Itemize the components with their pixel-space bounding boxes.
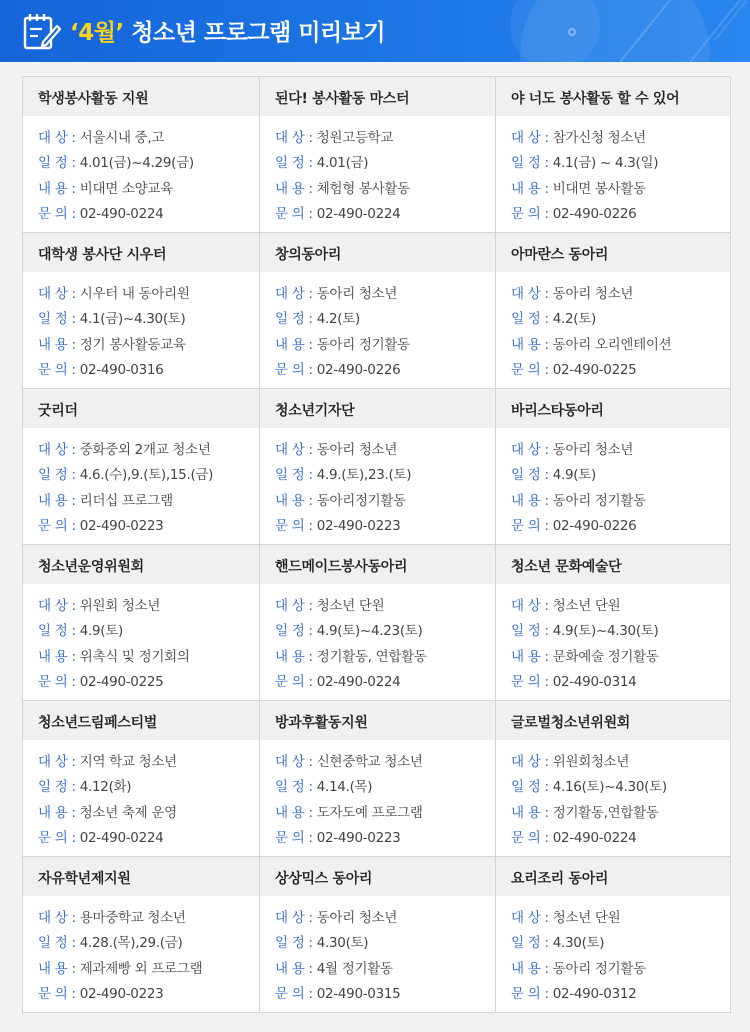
program-contact	[275, 202, 495, 227]
contact-label: 문 의 :	[511, 517, 549, 534]
date-value: 4.9(토)	[79, 623, 123, 640]
program-details	[260, 896, 495, 1007]
program-card	[496, 857, 731, 1013]
program-target	[38, 282, 259, 307]
program-details	[260, 584, 495, 695]
content-label: 내 용 :	[38, 960, 76, 977]
program-contact	[275, 358, 495, 383]
content-label: 내 용 :	[38, 492, 76, 509]
program-details	[260, 428, 495, 539]
program-details	[260, 740, 495, 851]
date-value: 4.9(토)~4.30(토)	[552, 623, 659, 640]
date-value: 4.16(토)~4.30(토)	[552, 779, 667, 796]
contact-label: 문 의 :	[511, 829, 549, 846]
program-target	[38, 438, 259, 463]
content-value: 비대면 봉사활동	[552, 180, 646, 197]
content-value: 동아리 정기활동	[552, 960, 646, 977]
target-value: 시우터 내 동아리원	[79, 286, 190, 302]
contact-label: 문 의 :	[38, 829, 76, 846]
date-label: 일 정 :	[511, 623, 549, 640]
contact-value: 02-490-0224	[316, 673, 401, 690]
date-value: 4.14.(목)	[316, 779, 373, 796]
date-value: 4.01(금)~4.29(금)	[79, 155, 194, 172]
program-target	[275, 594, 495, 619]
page-title-text: 청소년 프로그램 미리보기	[123, 20, 386, 46]
program-content	[275, 957, 495, 982]
date-value: 4.6.(수),9.(토),15.(금)	[79, 467, 214, 484]
program-date	[38, 307, 259, 332]
program-card	[260, 701, 496, 857]
program-content	[275, 489, 495, 514]
contact-value: 02-490-0223	[79, 517, 164, 534]
program-details	[496, 896, 730, 1007]
program-date	[275, 775, 495, 800]
date-label: 일 정 :	[275, 779, 313, 796]
contact-label: 문 의 :	[275, 205, 313, 222]
content-value: 정기 봉사활동교육	[79, 336, 186, 353]
contact-value: 02-490-0224	[79, 205, 164, 222]
program-target	[275, 126, 495, 151]
program-content	[511, 645, 730, 670]
program-contact	[38, 826, 259, 851]
contact-value: 02-490-0223	[79, 985, 164, 1002]
target-label: 대 상 :	[511, 598, 549, 614]
contact-label: 문 의 :	[511, 985, 549, 1002]
program-target	[38, 750, 259, 775]
content-label: 내 용 :	[511, 804, 549, 821]
program-card	[496, 77, 731, 233]
date-label: 일 정 :	[511, 155, 549, 172]
program-content	[275, 645, 495, 670]
program-contact	[275, 982, 495, 1007]
target-label: 대 상 :	[511, 754, 549, 770]
program-title: 청소년기자단	[260, 389, 495, 428]
program-card	[23, 857, 260, 1013]
program-card	[496, 389, 731, 545]
program-contact	[511, 826, 730, 851]
date-value: 4.9.(토),23.(토)	[316, 467, 412, 484]
program-content	[275, 801, 495, 826]
date-label: 일 정 :	[38, 311, 76, 328]
program-content	[38, 645, 259, 670]
date-value: 4.30(토)	[316, 935, 369, 952]
program-date	[511, 307, 730, 332]
target-value: 동아리 청소년	[316, 910, 398, 926]
program-details	[23, 740, 259, 851]
program-title: 상상믹스 동아리	[260, 857, 495, 896]
program-target	[511, 750, 730, 775]
program-card	[23, 77, 260, 233]
program-details	[260, 272, 495, 383]
target-label: 대 상 :	[38, 442, 76, 458]
program-grid	[22, 76, 730, 1013]
program-contact	[38, 670, 259, 695]
content-value: 동아리 정기활동	[316, 336, 410, 353]
contact-label: 문 의 :	[275, 361, 313, 378]
date-label: 일 정 :	[38, 935, 76, 952]
program-title: 굿리더	[23, 389, 259, 428]
target-value: 신현중학교 청소년	[316, 754, 423, 770]
program-card	[260, 233, 496, 389]
contact-value: 02-490-0312	[552, 985, 637, 1002]
program-date	[38, 463, 259, 488]
program-title: 요리조리 동아리	[496, 857, 730, 896]
contact-label: 문 의 :	[511, 361, 549, 378]
header-decoration-stripes	[490, 0, 750, 62]
target-value: 위원회 청소년	[79, 598, 161, 614]
program-date	[511, 931, 730, 956]
program-target	[38, 594, 259, 619]
contact-value: 02-490-0315	[316, 985, 401, 1002]
date-value: 4.01(금)	[316, 155, 369, 172]
program-content	[275, 333, 495, 358]
program-content	[38, 177, 259, 202]
program-card	[260, 77, 496, 233]
content-value: 동아리 오리엔테이션	[552, 336, 672, 353]
date-value: 4.9(토)~4.23(토)	[316, 623, 423, 640]
program-title: 방과후활동지원	[260, 701, 495, 740]
target-value: 서울시내 중,고	[79, 130, 165, 146]
program-target	[511, 126, 730, 151]
program-contact	[38, 982, 259, 1007]
target-value: 청소년 단원	[552, 910, 621, 926]
program-date	[38, 619, 259, 644]
target-label: 대 상 :	[38, 286, 76, 302]
target-label: 대 상 :	[511, 442, 549, 458]
contact-label: 문 의 :	[511, 205, 549, 222]
program-contact	[275, 514, 495, 539]
program-content	[511, 957, 730, 982]
program-target	[511, 906, 730, 931]
program-date	[38, 931, 259, 956]
target-label: 대 상 :	[275, 598, 313, 614]
program-title: 청소년운영위원회	[23, 545, 259, 584]
date-value: 4.2(토)	[552, 311, 596, 328]
content-value: 비대면 소양교육	[79, 180, 173, 197]
target-label: 대 상 :	[275, 910, 313, 926]
program-title: 학생봉사활동 지원	[23, 77, 259, 116]
content-label: 내 용 :	[511, 336, 549, 353]
contact-value: 02-490-0226	[316, 361, 401, 378]
program-card	[496, 701, 731, 857]
program-contact	[38, 202, 259, 227]
target-label: 대 상 :	[511, 286, 549, 302]
target-value: 청소년 단원	[316, 598, 385, 614]
contact-value: 02-490-0226	[552, 205, 637, 222]
program-title: 대학생 봉사단 시우터	[23, 233, 259, 272]
contact-value: 02-490-0224	[79, 829, 164, 846]
content-value: 리더십 프로그램	[79, 492, 173, 509]
content-label: 내 용 :	[511, 492, 549, 509]
program-card	[260, 545, 496, 701]
program-card	[496, 233, 731, 389]
target-value: 참가신청 청소년	[552, 130, 646, 146]
contact-label: 문 의 :	[275, 985, 313, 1002]
program-title: 글로벌청소년위원회	[496, 701, 730, 740]
contact-value: 02-490-0223	[316, 829, 401, 846]
program-target	[511, 438, 730, 463]
program-title: 된다! 봉사활동 마스터	[260, 77, 495, 116]
program-contact	[38, 358, 259, 383]
contact-label: 문 의 :	[275, 829, 313, 846]
program-details	[260, 116, 495, 227]
program-details	[496, 116, 730, 227]
content-label: 내 용 :	[275, 804, 313, 821]
target-label: 대 상 :	[275, 754, 313, 770]
target-value: 청원고등학교	[316, 130, 394, 146]
program-date	[511, 775, 730, 800]
target-label: 대 상 :	[38, 910, 76, 926]
target-value: 중화중외 2개교 청소년	[79, 442, 211, 458]
content-value: 동아리정기활동	[316, 492, 406, 509]
program-contact	[511, 670, 730, 695]
program-card	[23, 701, 260, 857]
program-details	[23, 116, 259, 227]
program-target	[275, 282, 495, 307]
program-date	[275, 151, 495, 176]
program-title: 청소년 문화예술단	[496, 545, 730, 584]
program-title: 야 너도 봉사활동 할 수 있어	[496, 77, 730, 116]
content-value: 위촉식 및 정기회의	[79, 648, 190, 665]
content-value: 4월 정기활동	[316, 960, 393, 977]
program-card	[260, 857, 496, 1013]
content-value: 체험형 봉사활동	[316, 180, 410, 197]
contact-label: 문 의 :	[511, 673, 549, 690]
date-value: 4.2(토)	[316, 311, 360, 328]
program-content	[38, 333, 259, 358]
target-label: 대 상 :	[38, 754, 76, 770]
target-value: 동아리 청소년	[316, 286, 398, 302]
program-content	[275, 177, 495, 202]
contact-label: 문 의 :	[38, 205, 76, 222]
content-label: 내 용 :	[511, 960, 549, 977]
target-value: 동아리 청소년	[552, 286, 634, 302]
date-label: 일 정 :	[275, 935, 313, 952]
program-target	[38, 906, 259, 931]
contact-label: 문 의 :	[38, 517, 76, 534]
contact-label: 문 의 :	[38, 361, 76, 378]
target-value: 용마중학교 청소년	[79, 910, 186, 926]
content-label: 내 용 :	[275, 180, 313, 197]
program-content	[511, 489, 730, 514]
contact-label: 문 의 :	[275, 517, 313, 534]
program-date	[275, 463, 495, 488]
page-title	[70, 14, 385, 47]
content-value: 정기활동,연합활동	[552, 804, 659, 821]
program-content	[38, 957, 259, 982]
program-date	[511, 151, 730, 176]
program-title: 창의동아리	[260, 233, 495, 272]
target-value: 동아리 청소년	[552, 442, 634, 458]
contact-value: 02-490-0225	[552, 361, 637, 378]
contact-label: 문 의 :	[38, 673, 76, 690]
content-value: 제과제빵 외 프로그램	[79, 960, 203, 977]
content-label: 내 용 :	[38, 804, 76, 821]
program-date	[275, 931, 495, 956]
date-label: 일 정 :	[511, 311, 549, 328]
content-label: 내 용 :	[275, 492, 313, 509]
program-target	[275, 438, 495, 463]
contact-value: 02-490-0226	[552, 517, 637, 534]
date-label: 일 정 :	[511, 935, 549, 952]
page-title-highlight: ‘4월’	[70, 20, 124, 46]
date-label: 일 정 :	[511, 779, 549, 796]
program-contact	[511, 202, 730, 227]
date-label: 일 정 :	[275, 623, 313, 640]
content-label: 내 용 :	[275, 648, 313, 665]
contact-value: 02-490-0314	[552, 673, 637, 690]
content-label: 내 용 :	[38, 648, 76, 665]
program-target	[511, 594, 730, 619]
program-contact	[275, 826, 495, 851]
content-value: 도자도예 프로그램	[316, 804, 423, 821]
program-date	[275, 307, 495, 332]
contact-label: 문 의 :	[275, 673, 313, 690]
program-date	[275, 619, 495, 644]
date-value: 4.1(금)~4.30(토)	[79, 311, 186, 328]
content-value: 정기활동, 연합활동	[316, 648, 427, 665]
program-details	[496, 428, 730, 539]
program-target	[511, 282, 730, 307]
content-value: 동아리 정기활동	[552, 492, 646, 509]
program-target	[38, 126, 259, 151]
program-date	[38, 775, 259, 800]
target-label: 대 상 :	[511, 130, 549, 146]
program-title: 자유학년제지원	[23, 857, 259, 896]
target-value: 청소년 단원	[552, 598, 621, 614]
content-label: 내 용 :	[511, 180, 549, 197]
program-card	[260, 389, 496, 545]
program-details	[23, 272, 259, 383]
content-value: 청소년 축제 운영	[79, 804, 177, 821]
target-label: 대 상 :	[38, 130, 76, 146]
date-value: 4.30(토)	[552, 935, 605, 952]
program-details	[496, 740, 730, 851]
content-label: 내 용 :	[511, 648, 549, 665]
program-contact	[511, 358, 730, 383]
program-details	[23, 428, 259, 539]
date-label: 일 정 :	[38, 467, 76, 484]
program-content	[511, 801, 730, 826]
page-header	[0, 0, 750, 62]
target-label: 대 상 :	[511, 910, 549, 926]
program-date	[511, 463, 730, 488]
target-label: 대 상 :	[275, 130, 313, 146]
program-card	[496, 545, 731, 701]
contact-value: 02-490-0223	[316, 517, 401, 534]
program-title: 아마란스 동아리	[496, 233, 730, 272]
program-title: 바리스타동아리	[496, 389, 730, 428]
program-content	[511, 333, 730, 358]
date-label: 일 정 :	[38, 155, 76, 172]
date-value: 4.1(금) ~ 4.3(일)	[552, 155, 659, 172]
target-value: 동아리 청소년	[316, 442, 398, 458]
content-label: 내 용 :	[38, 180, 76, 197]
program-details	[496, 584, 730, 695]
program-target	[275, 906, 495, 931]
date-label: 일 정 :	[511, 467, 549, 484]
program-contact	[511, 514, 730, 539]
date-label: 일 정 :	[38, 623, 76, 640]
content-label: 내 용 :	[275, 336, 313, 353]
date-label: 일 정 :	[38, 779, 76, 796]
program-card	[23, 233, 260, 389]
program-content	[38, 489, 259, 514]
program-content	[38, 801, 259, 826]
program-card	[23, 389, 260, 545]
contact-value: 02-490-0224	[552, 829, 637, 846]
program-contact	[275, 670, 495, 695]
program-title: 청소년드림페스티벌	[23, 701, 259, 740]
target-value: 지역 학교 청소년	[79, 754, 177, 770]
date-label: 일 정 :	[275, 311, 313, 328]
program-contact	[511, 982, 730, 1007]
program-contact	[38, 514, 259, 539]
target-label: 대 상 :	[38, 598, 76, 614]
program-date	[38, 151, 259, 176]
date-label: 일 정 :	[275, 467, 313, 484]
content-label: 내 용 :	[275, 960, 313, 977]
program-details	[23, 896, 259, 1007]
program-date	[511, 619, 730, 644]
program-card	[23, 545, 260, 701]
program-details	[23, 584, 259, 695]
program-target	[275, 750, 495, 775]
program-title: 핸드메이드봉사동아리	[260, 545, 495, 584]
date-value: 4.28.(목),29.(금)	[79, 935, 183, 952]
contact-label: 문 의 :	[38, 985, 76, 1002]
content-label: 내 용 :	[38, 336, 76, 353]
target-label: 대 상 :	[275, 286, 313, 302]
contact-value: 02-490-0224	[316, 205, 401, 222]
contact-value: 02-490-0316	[79, 361, 164, 378]
program-content	[511, 177, 730, 202]
target-label: 대 상 :	[275, 442, 313, 458]
date-value: 4.12(화)	[79, 779, 132, 796]
content-value: 문화예술 정기활동	[552, 648, 659, 665]
date-label: 일 정 :	[275, 155, 313, 172]
contact-value: 02-490-0225	[79, 673, 164, 690]
notepad-pencil-icon	[22, 12, 62, 52]
target-value: 위원회청소년	[552, 754, 630, 770]
program-details	[496, 272, 730, 383]
date-value: 4.9(토)	[552, 467, 596, 484]
